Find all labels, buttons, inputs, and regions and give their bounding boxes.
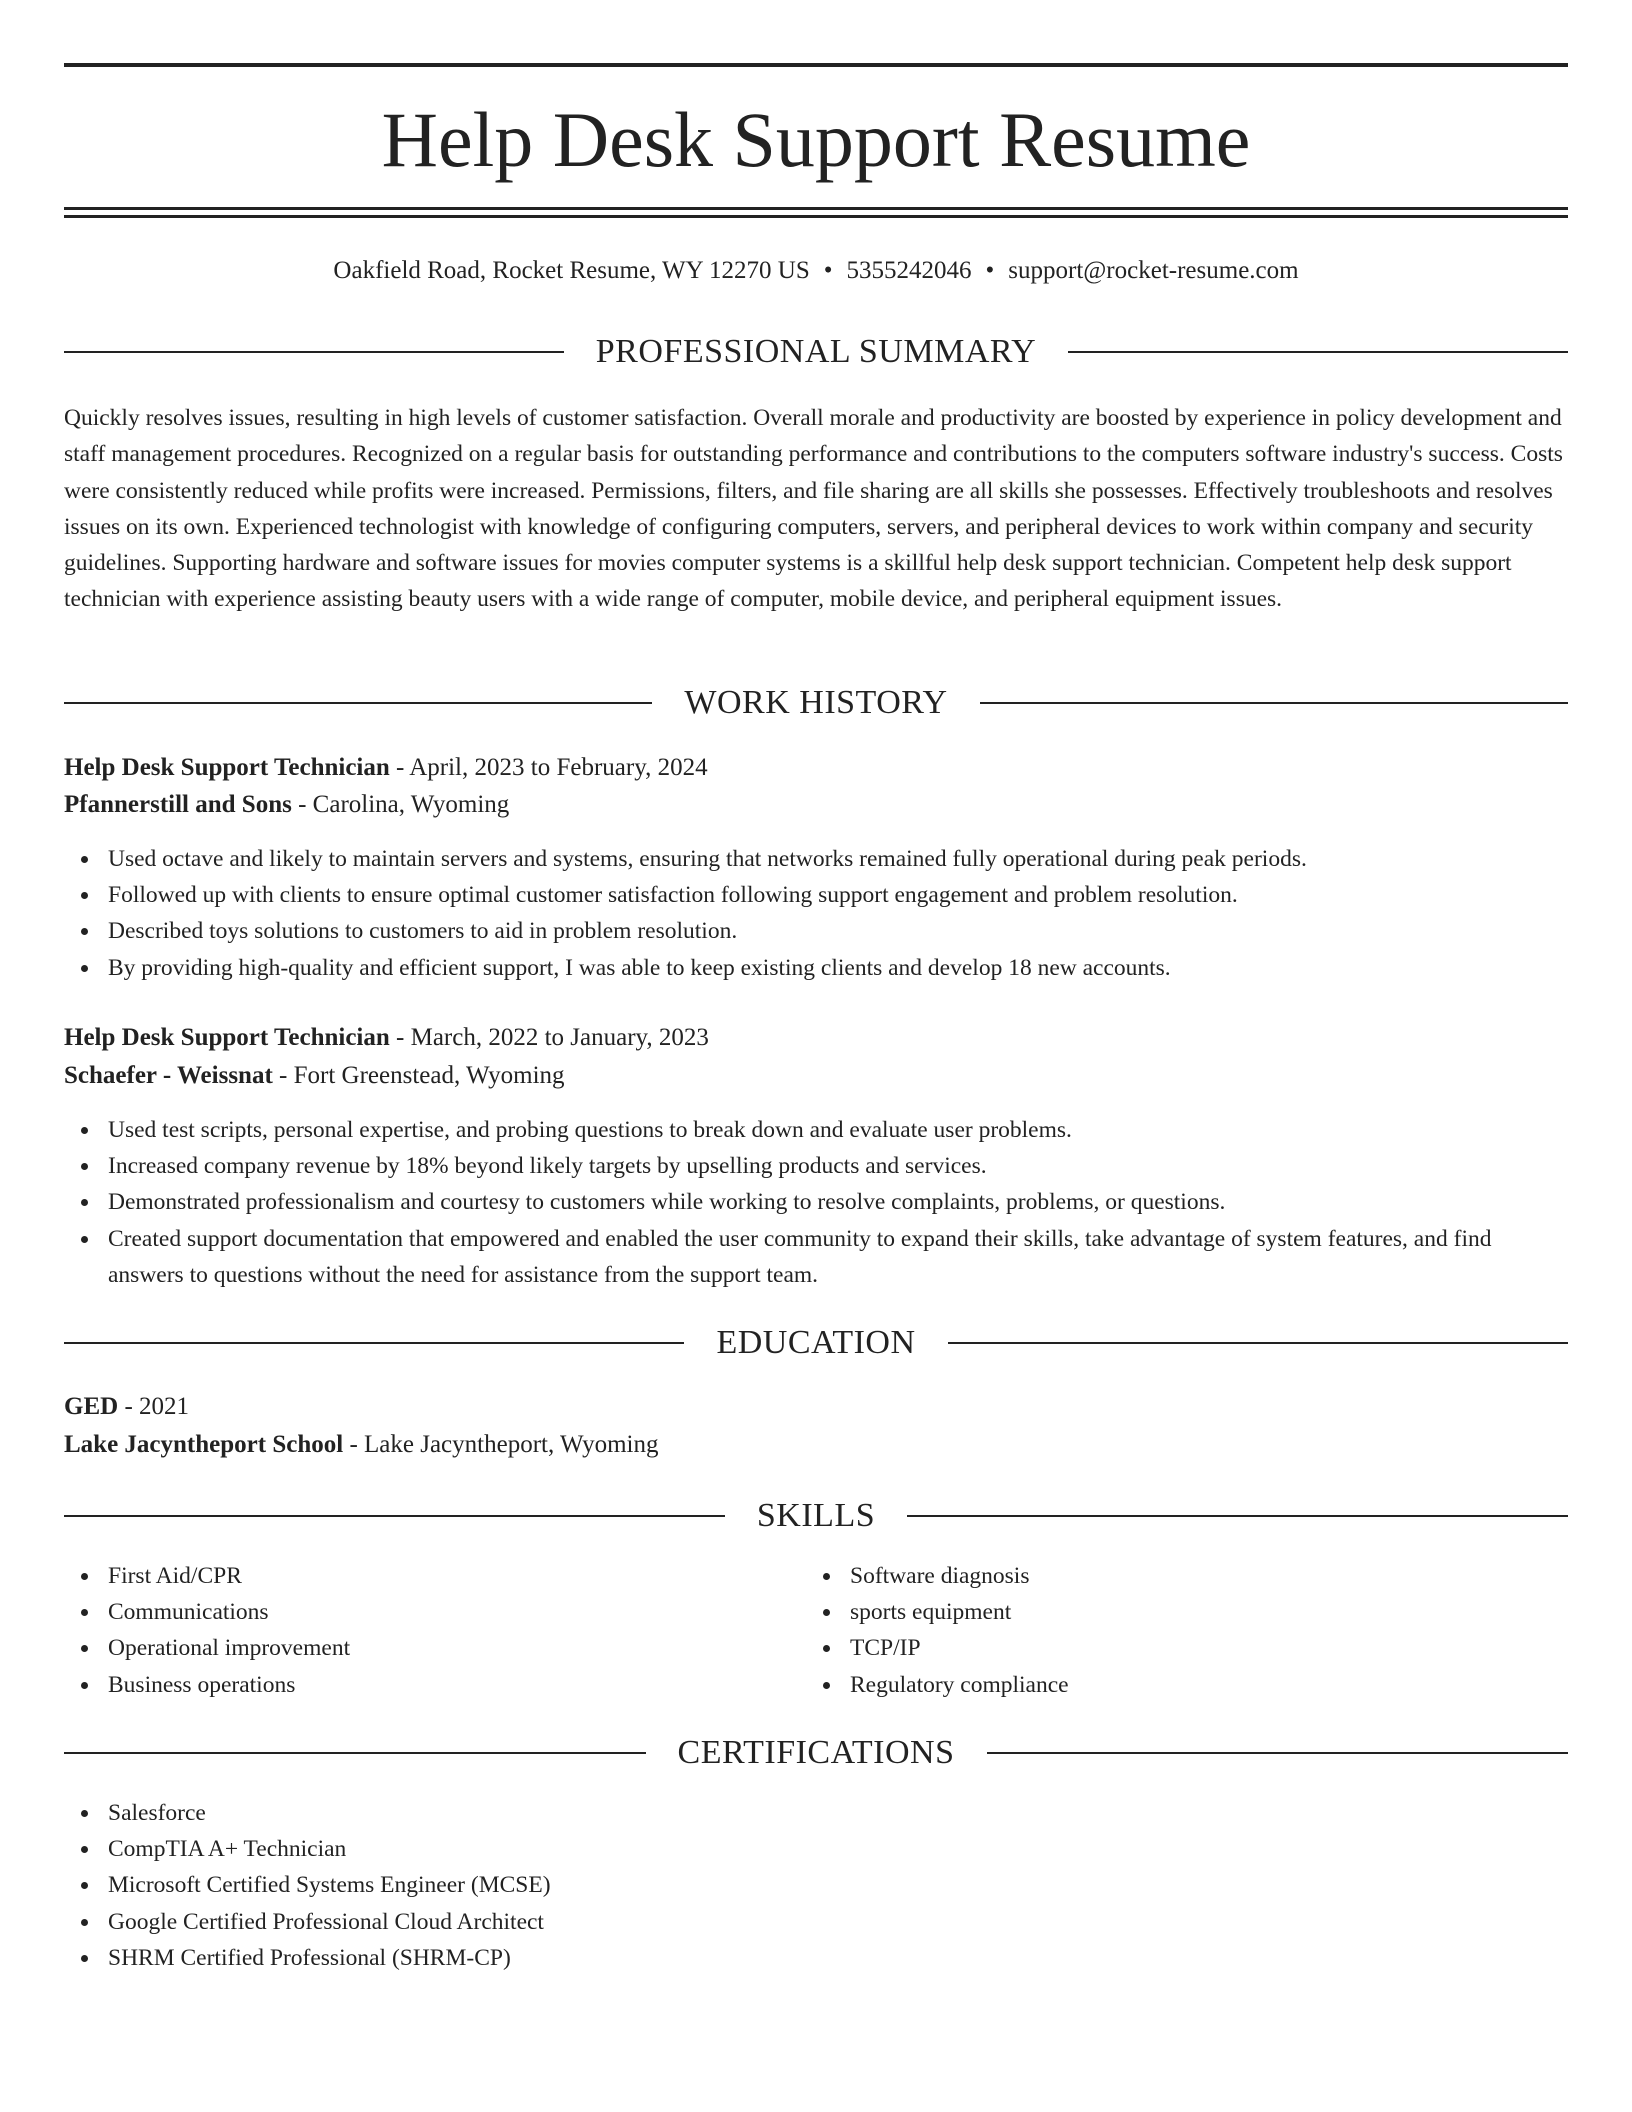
section-heading-education <box>64 1321 1568 1365</box>
list-item: Google Certified Professional Cloud Architect <box>64 1904 1568 1940</box>
list-item: Communications <box>64 1594 764 1630</box>
job-location: - Fort Greenstead, Wyoming <box>272 1062 565 1089</box>
job-title-line <box>64 751 708 785</box>
list-item: First Aid/CPR <box>64 1558 764 1594</box>
list-item: Regulatory compliance <box>806 1667 1506 1703</box>
section-heading-work-history <box>64 681 1568 725</box>
resume-title: Help Desk Support Resume <box>381 96 1251 183</box>
job-dates: - March, 2022 to January, 2023 <box>389 1024 709 1051</box>
top-rule <box>64 63 1568 67</box>
job-dates: - April, 2023 to February, 2024 <box>389 754 708 781</box>
list-item: Operational improvement <box>64 1630 764 1666</box>
section-heading-summary <box>64 330 1568 374</box>
contact-info <box>64 254 1568 288</box>
job-title: Help Desk Support Technician <box>64 1024 390 1051</box>
education-school: Lake Jacyntheport School <box>64 1431 344 1458</box>
list-item: Software diagnosis <box>806 1558 1506 1594</box>
education-school-line <box>64 1428 659 1462</box>
section-heading-certifications <box>64 1731 1568 1775</box>
heading-rule-right <box>948 1342 1568 1344</box>
section-title: SKILLS <box>756 1497 876 1534</box>
education-degree-line <box>64 1390 189 1424</box>
list-item: Salesforce <box>64 1795 1568 1831</box>
title-double-rule <box>64 207 1568 218</box>
contact-email: support@rocket-resume.com <box>1008 257 1299 284</box>
section-title: WORK HISTORY <box>684 684 948 721</box>
education-year: - 2021 <box>118 1393 190 1420</box>
job-title: Help Desk Support Technician <box>64 754 390 781</box>
summary-text: Quickly resolves issues, resulting in high levels of customer satisfaction. Overall morale and productivity are boosted by experience in policy development and staff management procedures. Recognized on a regular basis for outstanding performance and contributions to the computers software industry's success. Costs were consistently reduced while profits were increased. Permissions, filters, and file sharing are all skills she possesses. Effectively troubleshoots and resolves issues on its own. Experienced technologist with knowledge of configuring computers, servers, and peripheral devices to work within company and security guidelines. Supporting hardware and software issues for movies computer systems is a skillful help desk support technician. Competent help desk support technician with experience assisting beauty users with a wide range of computer, mobile device, and peripheral equipment issues. <box>64 405 1563 613</box>
section-title: PROFESSIONAL SUMMARY <box>595 333 1037 370</box>
certifications-list <box>64 1795 1568 1976</box>
heading-rule-right <box>980 702 1568 704</box>
list-item: Increased company revenue by 18% beyond likely targets by upselling products and services. <box>64 1148 1568 1184</box>
list-item: Used octave and likely to maintain servers and systems, ensuring that networks remained fully operational during peak periods. <box>64 841 1568 877</box>
job-bullets <box>64 1112 1568 1293</box>
heading-rule-left <box>64 1342 684 1344</box>
heading-rule-right <box>907 1515 1568 1517</box>
heading-rule-left <box>64 1515 725 1517</box>
list-item: Created support documentation that empowered and enabled the user community to expand their skills, take advantage of system features, and find answers to questions without the need for assistance from the support team. <box>64 1221 1568 1293</box>
education-location: - Lake Jacyntheport, Wyoming <box>343 1431 659 1458</box>
contact-separator: • <box>823 257 833 284</box>
section-title: EDUCATION <box>716 1324 916 1361</box>
list-item: sports equipment <box>806 1594 1506 1630</box>
section-title: CERTIFICATIONS <box>677 1734 955 1771</box>
heading-rule-right <box>987 1752 1569 1754</box>
section-heading-skills <box>64 1494 1568 1538</box>
job-company: Pfannerstill and Sons <box>64 791 292 818</box>
job-location: - Carolina, Wyoming <box>291 791 510 818</box>
contact-separator: • <box>985 257 995 284</box>
list-item: By providing high-quality and efficient support, I was able to keep existing clients and develop 18 new accounts. <box>64 950 1568 986</box>
job-company-line <box>64 1059 565 1093</box>
list-item: Microsoft Certified Systems Engineer (MCSE) <box>64 1867 1568 1903</box>
list-item: Demonstrated professionalism and courtesy to customers while working to resolve complaints, problems, or questions. <box>64 1184 1568 1220</box>
list-item: Business operations <box>64 1667 764 1703</box>
list-item: Described toys solutions to customers to aid in problem resolution. <box>64 913 1568 949</box>
job-company: Schaefer - Weissnat <box>64 1062 273 1089</box>
skills-list-right <box>806 1558 1506 1703</box>
heading-rule-left <box>64 1752 646 1754</box>
contact-address: Oakfield Road, Rocket Resume, WY 12270 US <box>333 257 810 284</box>
heading-rule-right <box>1068 351 1568 353</box>
list-item: Used test scripts, personal expertise, and probing questions to break down and evaluate user problems. <box>64 1112 1568 1148</box>
list-item: TCP/IP <box>806 1630 1506 1666</box>
heading-rule-left <box>64 702 652 704</box>
job-bullets <box>64 841 1568 986</box>
list-item: SHRM Certified Professional (SHRM-CP) <box>64 1940 1568 1976</box>
list-item: Followed up with clients to ensure optimal customer satisfaction following support engagement and problem resolution. <box>64 877 1568 913</box>
skills-list-left <box>64 1558 764 1703</box>
contact-phone: 5355242046 <box>846 257 972 284</box>
list-item: CompTIA A+ Technician <box>64 1831 1568 1867</box>
job-company-line <box>64 788 509 822</box>
education-degree: GED <box>64 1393 119 1420</box>
heading-rule-left <box>64 351 564 353</box>
job-title-line <box>64 1021 709 1055</box>
